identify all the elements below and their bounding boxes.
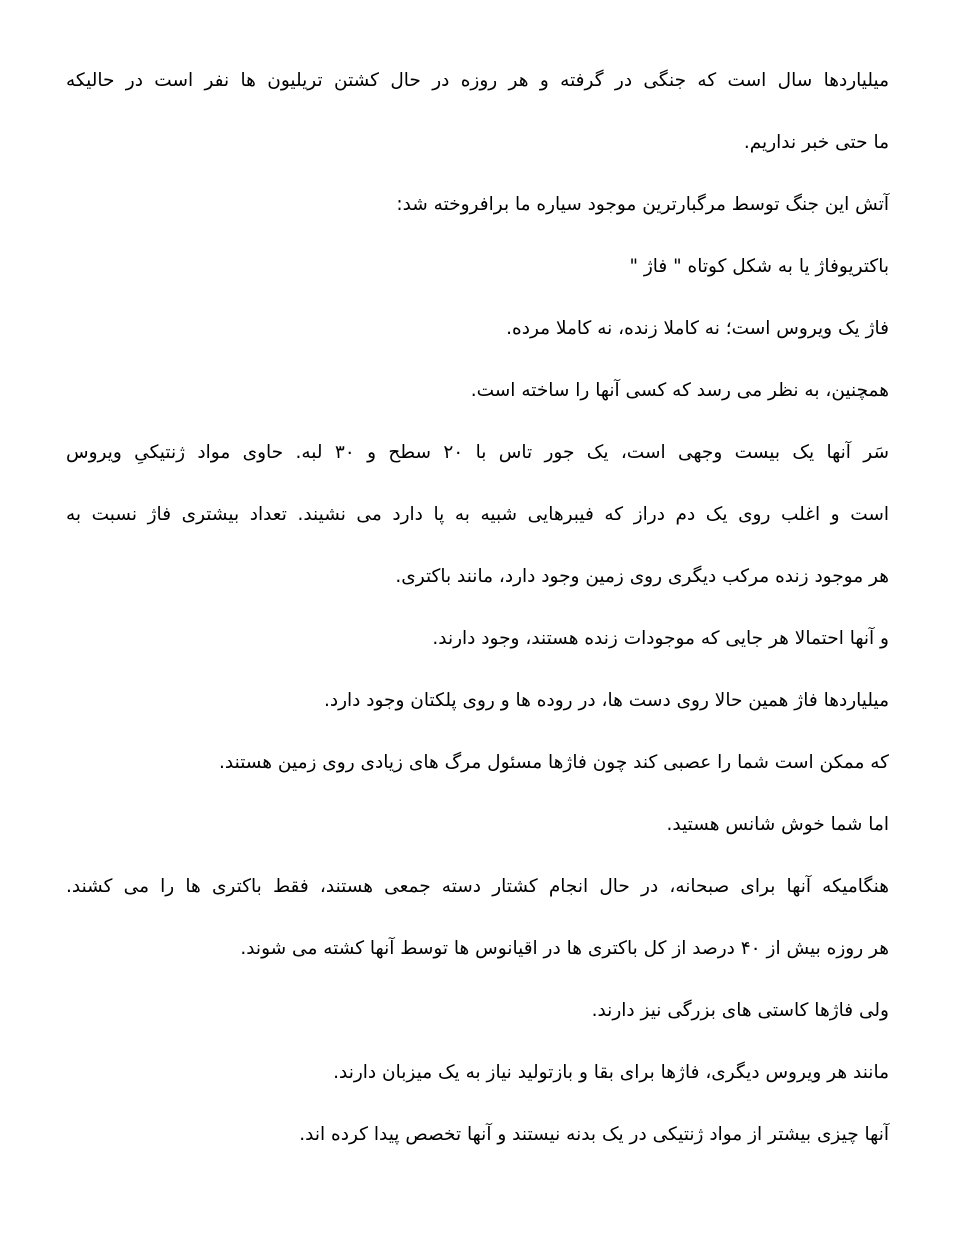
text-line: باکتریوفاژ یا به شکل کوتاه " فاژ " xyxy=(629,256,889,277)
text-line: آتش این جنگ توسط مرگبارترین موجود سیاره ما برافروخته شد: xyxy=(396,194,889,215)
text-line: سَر آنها یک بیست وجهی است، یک جور تاس با ۲۰ سطح و ۳۰ لبه. حاوی مواد ژنتیکیِ ویروس xyxy=(66,442,889,463)
body-text xyxy=(66,56,889,1172)
text-line: و آنها احتمالا هر جایی که موجودات زنده هستند، وجود دارند. xyxy=(432,628,889,649)
text-line: فاژ یک ویروس است؛ نه کاملا زنده، نه کاملا مرده. xyxy=(506,318,889,339)
text-line: ما حتی خبر نداریم. xyxy=(743,132,889,153)
text-line: که ممکن است شما را عصبی کند چون فاژها مسئول مرگ های زیادی روی زمین هستند. xyxy=(219,752,889,773)
text-line: اما شما خوش شانس هستید. xyxy=(666,814,889,835)
text-line: ولی فاژها کاستی های بزرگی نیز دارند. xyxy=(591,1000,889,1021)
text-line: همچنین، به نظر می رسد که کسی آنها را ساخته است. xyxy=(470,380,889,401)
text-line: میلیاردها سال است که جنگی در گرفته و هر روزه در حال کشتن تریلیون ها نفر است در حالیکه xyxy=(66,70,889,91)
text-line: میلیاردها فاژ همین حالا روی دست ها، در روده ها و روی پلکتان وجود دارد. xyxy=(323,690,889,711)
text-line: آنها چیزی بیشتر از مواد ژنتیکی در یک بدنه نیستند و آنها تخصص پیدا کرده اند. xyxy=(299,1124,889,1145)
text-line: مانند هر ویروس دیگری، فاژها برای بقا و بازتولید نیاز به یک میزبان دارند. xyxy=(333,1062,889,1083)
text-line: است و اغلب روی یک دم دراز که فیبرهایی شبیه به پا دارد می نشیند. تعداد بیشتری فاژ نسبت به xyxy=(66,504,889,525)
text-line: هنگامیکه آنها برای صبحانه، در حال انجام کشتار دسته جمعی هستند، فقط باکتری ها را می کشند. xyxy=(66,876,889,897)
text-line: هر موجود زنده مرکب دیگری روی زمین وجود دارد، مانند باکتری. xyxy=(395,566,889,587)
text-line: هر روزه بیش از ۴۰ درصد از کل باکتری ها در اقیانوس ها توسط آنها کشته می شوند. xyxy=(240,938,889,959)
